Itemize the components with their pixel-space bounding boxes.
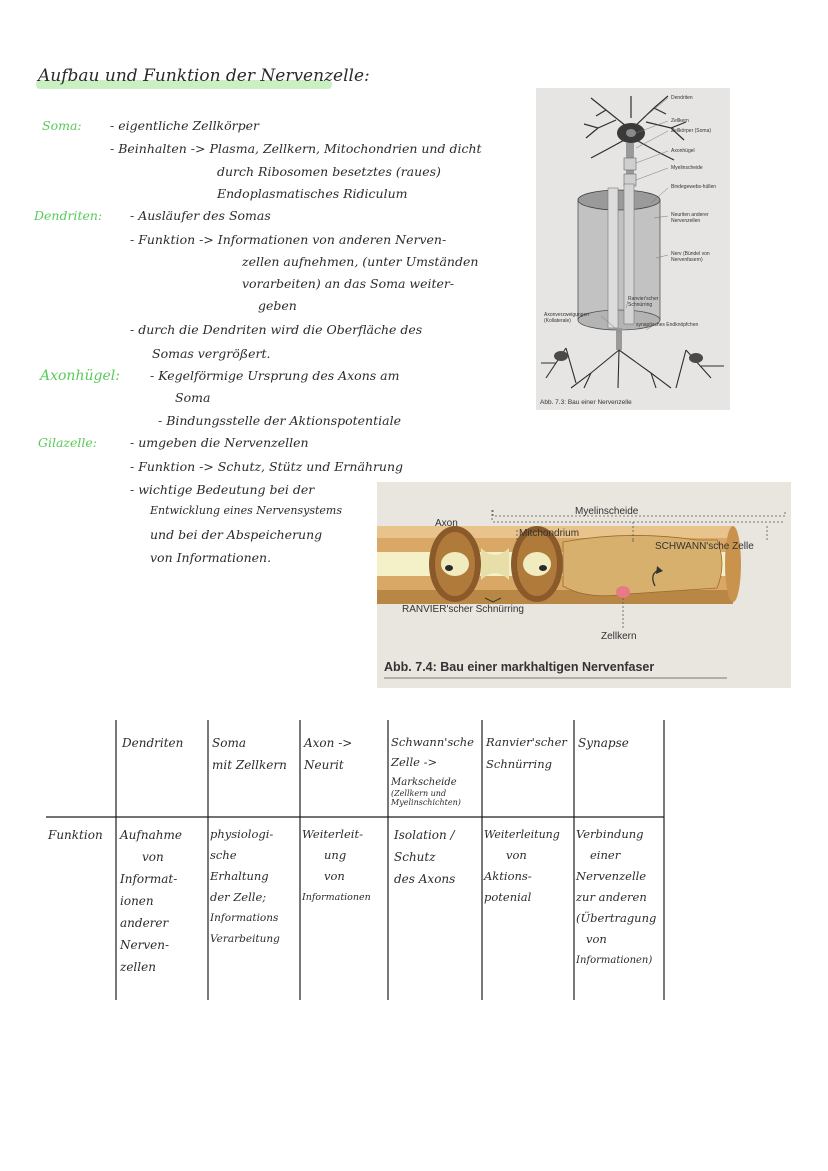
header-axon: Neurit [304, 758, 344, 772]
cell-line: potenial [484, 890, 532, 904]
header-schwann: Zelle -> [391, 755, 438, 769]
soma-line: durch Ribosomen besetztes (raues) [217, 164, 441, 179]
header-dendriten: Dendriten [122, 736, 184, 750]
figure2-caption: Abb. 7.4: Bau einer markhaltigen Nervenfaser [384, 660, 655, 674]
axonhuegel-label: Axonhügel: [40, 368, 120, 384]
cell-dendriten-funktion [120, 824, 182, 978]
gliazelle-line: - umgeben die Nervenzellen [130, 435, 309, 450]
dendriten-line: - Ausläufer des Somas [130, 208, 271, 223]
cell-line: Isolation / [394, 828, 455, 842]
header-schwann: Myelinschichten) [391, 798, 461, 807]
soma-line: Endoplasmatisches Ridiculum [217, 186, 408, 201]
label-ranvier: Ranvier'scher Schnürring [628, 296, 659, 308]
gliazelle-line: Entwicklung eines Nervensystems [150, 504, 342, 517]
dendriten-line: Somas vergrößert. [152, 346, 271, 361]
label-ranvier: RANVIER'scher Schnürring [402, 604, 524, 615]
cell-line: physiologi- [210, 827, 274, 841]
label-nerv: Nerv (Bündel von Nervenfasern) [671, 251, 710, 263]
header-soma: mit Zellkern [212, 758, 287, 772]
label-endknoepfchen: synaptisches Endknöpfchen [636, 322, 699, 328]
nerve-fiber-figure [377, 482, 791, 688]
nerve-cell-figure [536, 88, 730, 410]
figure1-caption: Abb. 7.3: Bau einer Nervenzelle [540, 399, 632, 406]
header-synapse: Synapse [578, 736, 629, 750]
label-zellkoerper: Zellkörper (Soma) [671, 128, 712, 134]
cell-line: Informations [210, 912, 279, 924]
cell-ranvier-funktion [484, 824, 560, 908]
dendriten-line: - Funktion -> Informationen von anderen Nerven- [130, 232, 447, 247]
cell-synapse-funktion [576, 824, 656, 971]
label-dendriten: Dendriten [671, 95, 693, 101]
label-axon: Axon [435, 518, 458, 529]
header-ranvier: Ranvier'scher [486, 735, 567, 749]
cell-line: Verarbeitung [210, 933, 280, 945]
cell-soma-funktion [210, 824, 280, 950]
page-title: Aufbau und Funktion der Nervenzelle: [38, 66, 370, 86]
label-myelinscheide: Myelinscheide [671, 165, 703, 171]
axonhuegel-line: - Kegelförmige Ursprung des Axons am [150, 368, 400, 383]
dendriten-line: vorarbeiten) an das Soma weiter- [242, 276, 455, 291]
cell-line: zellen [120, 960, 156, 974]
header-ranvier: Schnürring [486, 757, 552, 771]
label-neuriten: Neuriten anderer Nervenzellen [671, 212, 709, 224]
row-label-funktion: Funktion [48, 828, 103, 842]
header-axon: Axon -> [304, 736, 353, 750]
gliazelle-line: von Informationen. [150, 550, 272, 565]
cell-line: von [324, 869, 345, 883]
dendriten-line: - durch die Dendriten wird die Oberfläche des [130, 322, 423, 337]
cell-line: Verbindung [576, 827, 644, 841]
cell-line: der Zelle; [210, 890, 267, 904]
cell-line: Weiterleit- [302, 827, 363, 841]
header-soma: Soma [212, 736, 246, 750]
cell-line: Informat- [120, 872, 178, 886]
label-axonverzweigungen: Axonverzweigungen (Kollaterale) [544, 312, 590, 324]
header-schwann: Schwann'sche [391, 735, 474, 749]
cell-line: ung [324, 848, 347, 862]
cell-line: von [506, 848, 527, 862]
label-bindegewebshuellen: Bindegewebs-hüllen [671, 184, 717, 190]
soma-line: - Beinhalten -> Plasma, Zellkern, Mitochondrien und dicht [110, 141, 482, 156]
gliazelle-line: und bei der Abspeicherung [150, 527, 323, 542]
cell-line: Aufnahme [120, 828, 182, 842]
cell-line: sche [210, 848, 237, 862]
axonhuegel-line: Soma [175, 390, 211, 405]
cell-line: des Axons [394, 872, 456, 886]
header-schwann: Markscheide [391, 777, 457, 788]
gliazelle-line: - Funktion -> Schutz, Stütz und Ernährung [130, 459, 404, 474]
cell-line: einer [590, 848, 621, 862]
cell-schwann-funktion [394, 824, 455, 890]
header-schwann: (Zellkern und [391, 789, 447, 798]
cell-line: anderer [120, 916, 169, 930]
cell-axon-funktion [302, 824, 371, 908]
cell-line: von [586, 932, 607, 946]
label-zellkern: Zellkern [601, 631, 637, 642]
dendriten-label: Dendriten: [34, 208, 103, 223]
label-schwann: SCHWANN'sche Zelle [655, 541, 754, 552]
soma-label: Soma: [42, 118, 82, 133]
axonhuegel-line: - Bindungsstelle der Aktionspotentiale [158, 413, 401, 428]
soma-line: - eigentliche Zellkörper [110, 118, 260, 133]
cell-line: Aktions- [484, 869, 532, 883]
cell-line: zur anderen [576, 890, 647, 904]
label-mitochondrium: Mitchondrium [519, 528, 580, 539]
cell-line: Informationen [302, 892, 371, 903]
label-zellkern: Zellkern [671, 118, 689, 124]
cell-line: Schutz [394, 850, 436, 864]
cell-line: Nerven- [120, 938, 170, 952]
label-myelinscheide: Myelinscheide [575, 506, 639, 517]
dendriten-line: geben [258, 298, 297, 313]
gliazelle-label: Gilazelle: [38, 435, 98, 450]
nerve-cell-illustration [536, 88, 730, 410]
cell-line: von [142, 850, 164, 864]
gliazelle-line: - wichtige Bedeutung bei der [130, 482, 315, 497]
dendriten-line: zellen aufnehmen, (unter Umständen [242, 254, 479, 269]
cell-line: Nervenzelle [576, 869, 647, 883]
label-axonhuegel: Axonhügel [671, 148, 695, 154]
cell-line: Informationen) [576, 955, 653, 966]
cell-line: Weiterleitung [484, 828, 560, 841]
cell-line: Erhaltung [210, 869, 269, 883]
cell-line: (Übertragung [576, 911, 657, 925]
cell-line: ionen [120, 894, 154, 908]
